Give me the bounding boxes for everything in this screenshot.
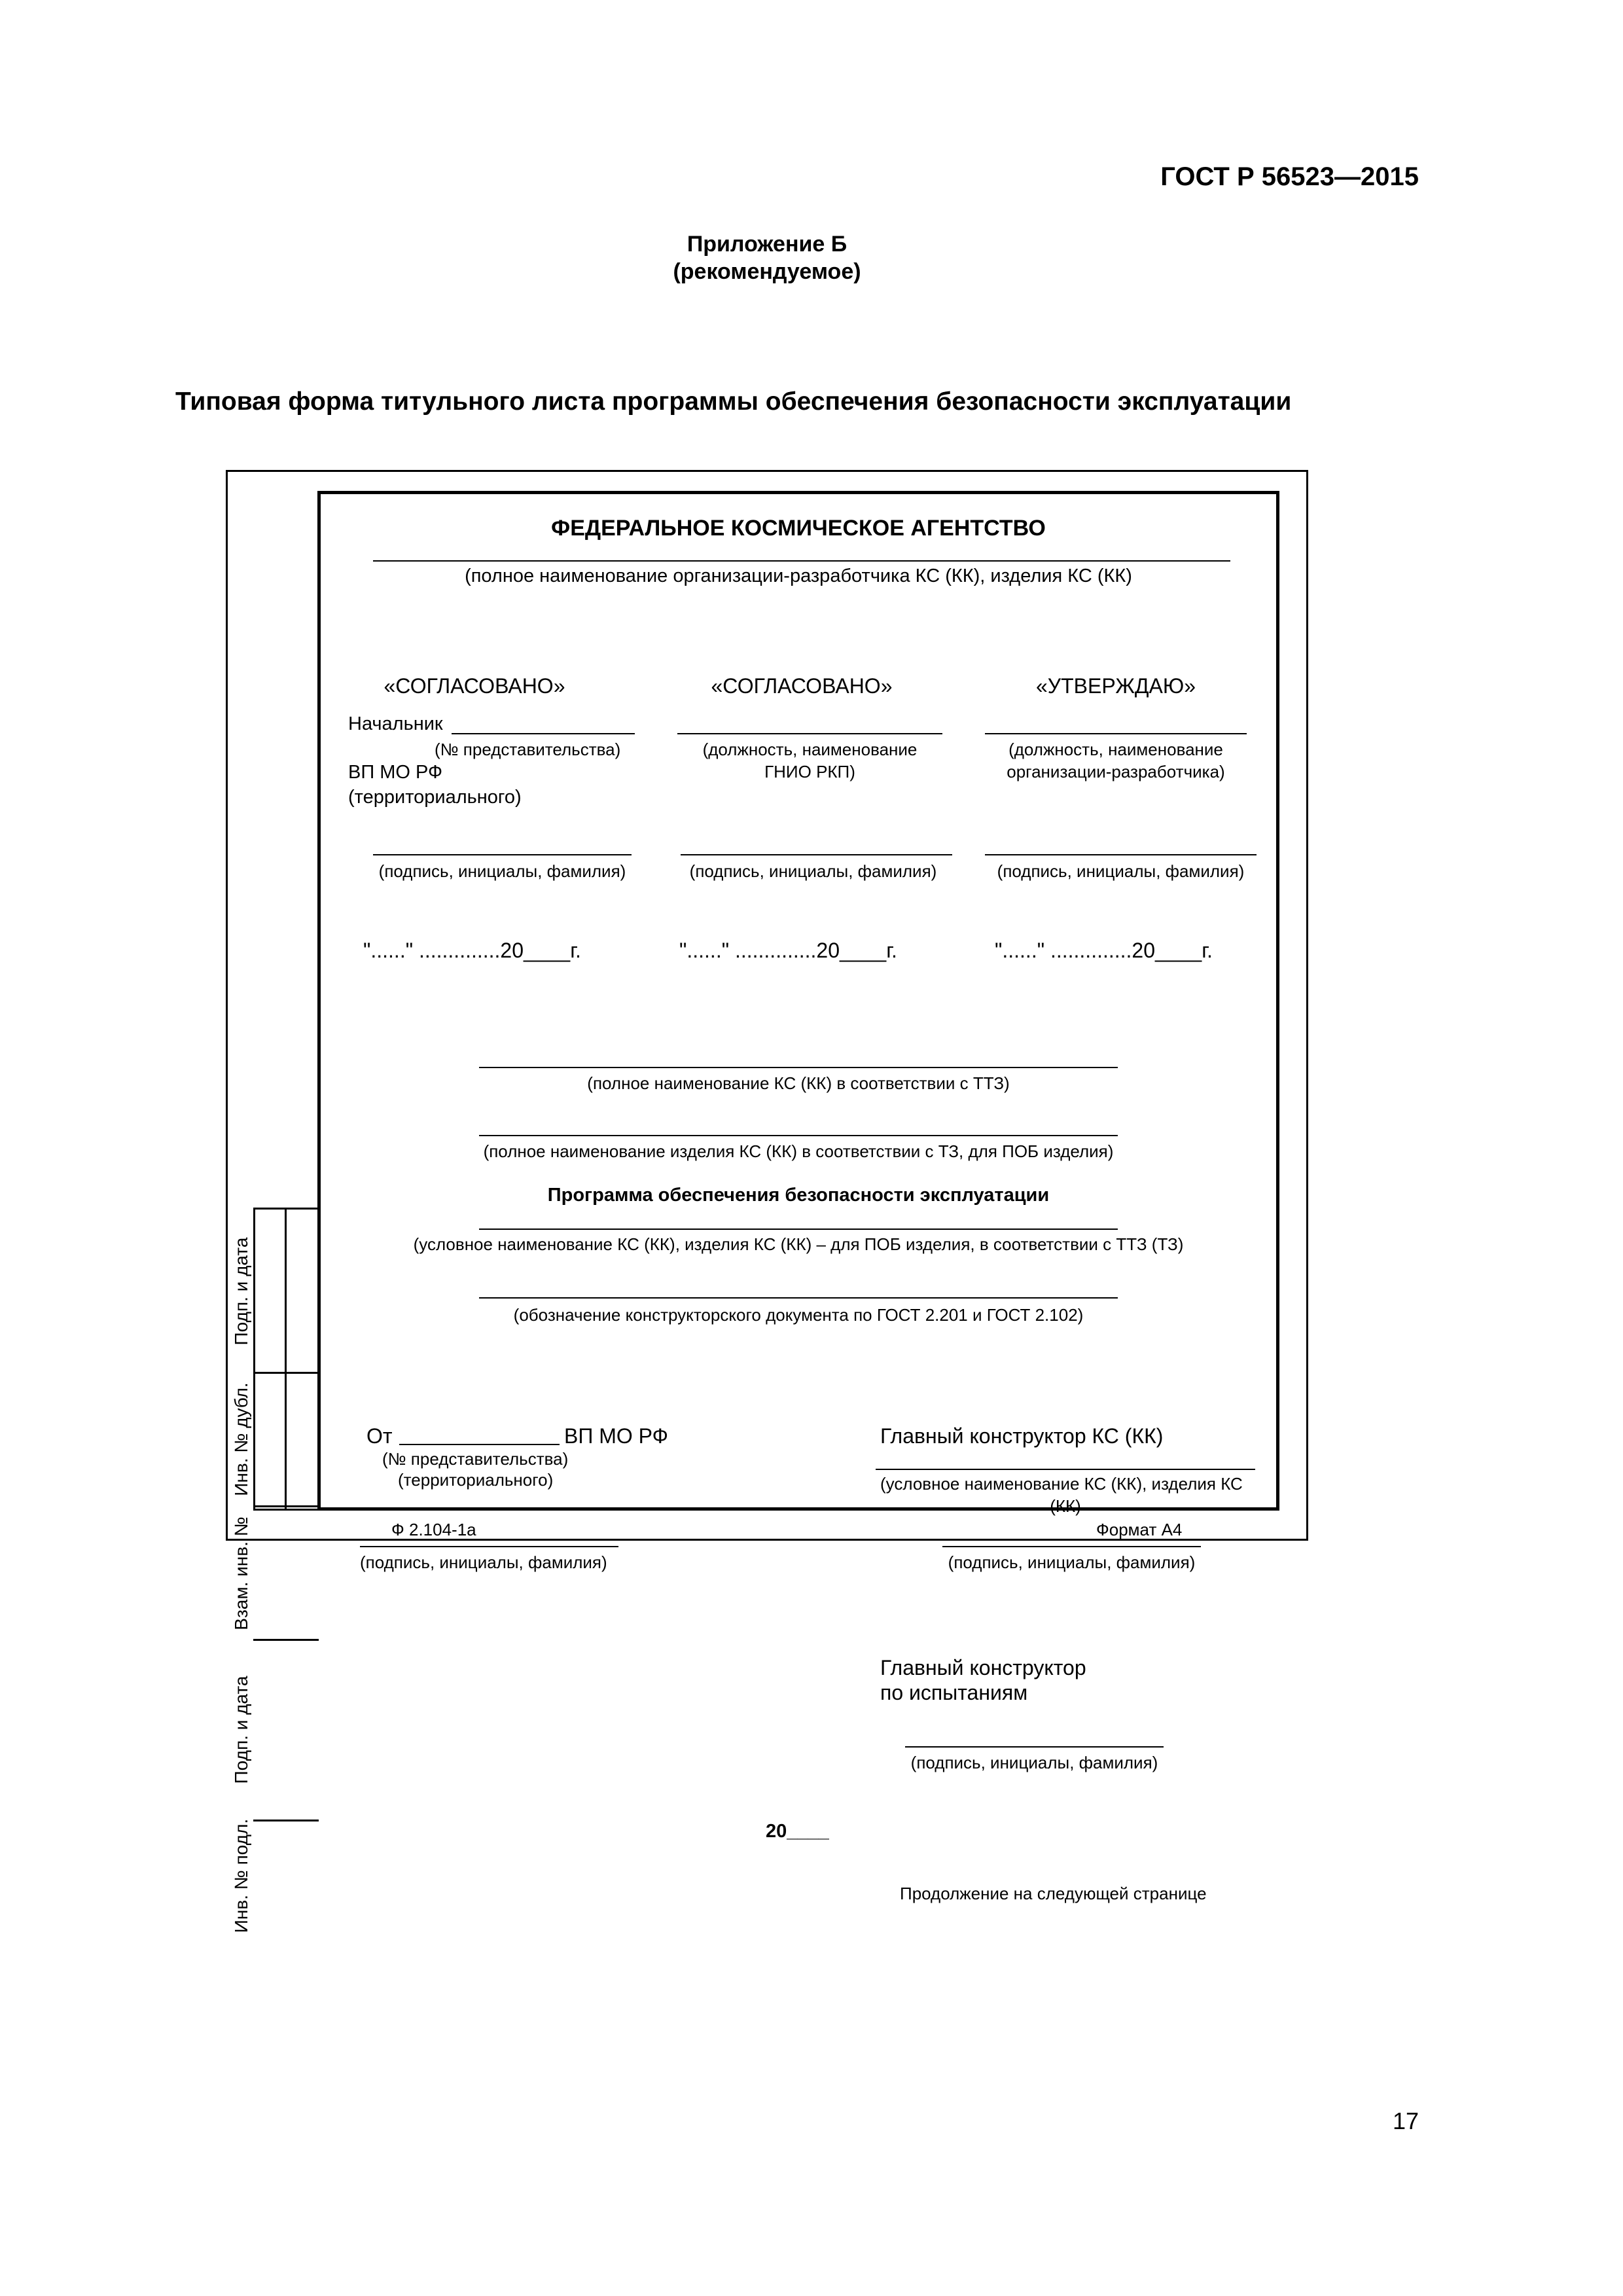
col3-note2: организации-разработчика): [1007, 762, 1225, 781]
col1-note: (№ представительства): [435, 740, 621, 759]
from-note2: (территориального): [398, 1470, 554, 1490]
stamp-row-line: [253, 1372, 319, 1374]
appendix-title: Приложение Б: [687, 232, 847, 257]
test-chief-line1: Главный конструктор: [880, 1656, 1086, 1679]
format-label: Формат А4: [1096, 1520, 1183, 1539]
ks-name-caption: (полное наименование КС (КК) в соответствии с ТТЗ): [587, 1073, 1010, 1093]
chief-title: Главный конструктор КС (КК): [880, 1424, 1164, 1448]
chief-sign-caption: (подпись, инициалы, фамилия): [948, 1552, 1196, 1572]
col1-sign-line: [373, 854, 632, 855]
chief-line: [876, 1469, 1255, 1470]
col2-note1: (должность, наименование: [702, 740, 918, 759]
col1-lead: Начальник: [348, 713, 443, 734]
inner-frame: [317, 491, 1279, 1511]
col1-sign-caption: (подпись, инициалы, фамилия): [378, 861, 626, 881]
test-chief-sign-line: [905, 1746, 1164, 1748]
col1-line2: ВП МО РФ: [348, 762, 443, 783]
col2-sign-line: [681, 854, 952, 855]
col2-date: "......" ..............20____г.: [679, 939, 897, 962]
col2-heading: «СОГЛАСОВАНО»: [711, 674, 893, 698]
designation-line: [479, 1297, 1118, 1299]
product-name-caption: (полное наименование изделия КС (КК) в соответствии с ТЗ, для ПОБ изделия): [483, 1141, 1114, 1161]
chief-caption2: (КК): [1050, 1496, 1081, 1516]
col3-line: [985, 733, 1247, 734]
stamp-repl-inv: Взам. инв. №: [231, 1516, 251, 1630]
col1-heading: «СОГЛАСОВАНО»: [383, 674, 565, 698]
stamp-row-line: [253, 1505, 319, 1507]
stamp-row-line: [253, 1820, 319, 1821]
product-name-line: [479, 1135, 1118, 1136]
chief-caption1: (условное наименование КС (КК), изделия КС: [880, 1474, 1243, 1494]
from-suffix: ВП МО РФ: [564, 1424, 668, 1448]
col3-sign-caption: (подпись, инициалы, фамилия): [997, 861, 1245, 881]
conditional-name-caption: (условное наименование КС (КК), изделия КС (КК) – для ПОБ изделия, в соответствии с ТТЗ (ТЗ): [413, 1234, 1184, 1254]
col3-sign-line: [985, 854, 1257, 855]
stamp-sign-date-2: Подп. и дата: [231, 1676, 251, 1784]
chief-sign-line: [942, 1546, 1201, 1547]
from-sign-caption: (подпись, инициалы, фамилия): [360, 1552, 607, 1572]
test-chief-line2: по испытаниям: [880, 1681, 1028, 1704]
program-title: Программа обеспечения безопасности эксплуатации: [547, 1185, 1050, 1206]
designation-caption: (обозначение конструкторского документа по ГОСТ 2.201 и ГОСТ 2.102): [513, 1305, 1084, 1325]
col1-date: "......" ..............20____г.: [363, 939, 581, 962]
col3-date: "......" ..............20____г.: [995, 939, 1213, 962]
test-chief-sign-caption: (подпись, инициалы, фамилия): [910, 1753, 1158, 1772]
document-title: Типовая форма титульного листа программы обеспечения безопасности эксплуатации: [175, 387, 1292, 416]
stamp-dup-inv: Инв. № дубл.: [231, 1382, 251, 1496]
col3-heading: «УТВЕРЖДАЮ»: [1035, 674, 1196, 698]
side-stamp-table: [253, 1208, 321, 1511]
col1-line: [452, 733, 635, 734]
standard-number: ГОСТ Р 56523—2015: [1160, 162, 1419, 191]
from-sign-line: [360, 1546, 618, 1547]
col1-line3: (территориального): [348, 787, 522, 808]
continuation-note: Продолжение на следующей странице: [900, 1884, 1207, 1903]
form-code: Ф 2.104-1а: [391, 1520, 476, 1539]
from-prefix: От: [366, 1424, 393, 1448]
col2-line: [677, 733, 942, 734]
page-number: 17: [1393, 2108, 1419, 2134]
stamp-orig-inv: Инв. № подл.: [231, 1818, 251, 1933]
from-note1: (№ представительства): [382, 1449, 569, 1469]
col2-sign-caption: (подпись, инициалы, фамилия): [689, 861, 937, 881]
stamp-row-line: [253, 1639, 319, 1641]
side-stamp-divider: [285, 1208, 287, 1511]
col3-note1: (должность, наименование: [1008, 740, 1223, 759]
ks-name-line: [479, 1067, 1118, 1068]
org-name-line: [373, 560, 1230, 562]
agency-name: ФЕДЕРАЛЬНОЕ КОСМИЧЕСКОЕ АГЕНТСТВО: [551, 516, 1046, 541]
appendix-subtitle: (рекомендуемое): [673, 259, 861, 284]
from-line: [399, 1444, 560, 1445]
conditional-name-line: [479, 1229, 1118, 1230]
col2-note2: ГНИО РКП): [764, 762, 855, 781]
org-name-caption: (полное наименование организации-разработчика КС (КК), изделия КС (КК): [465, 565, 1132, 586]
stamp-sign-date-1: Подп. и дата: [231, 1237, 251, 1346]
year: 20____: [766, 1821, 829, 1842]
